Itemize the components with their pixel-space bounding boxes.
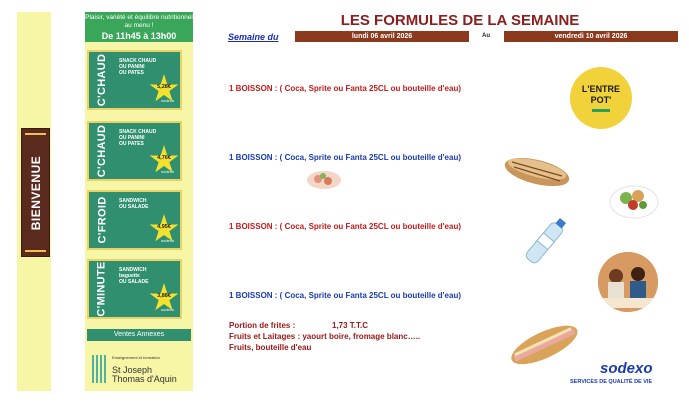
- school-logo: [92, 355, 192, 383]
- bienvenue-bar-top: [25, 133, 46, 135]
- page-title: LES FORMULES DE LA SEMAINE: [340, 12, 580, 29]
- salad-bowl-image: [608, 178, 660, 220]
- date-end: vendredi 10 avril 2026: [504, 31, 678, 42]
- drink-row-4: 1 BOISSON : ( Coca, Sprite ou Fanta 25CL ou bouteille d'eau): [229, 291, 462, 300]
- formula-card-chaud-2: [87, 121, 182, 181]
- card-price: 4,95€: [157, 224, 171, 230]
- card-name: C'MINUTE: [96, 261, 108, 317]
- bienvenue-sign: [21, 128, 50, 257]
- date-separator: Au: [482, 33, 490, 39]
- menu-hours: De 11h45 à 13h00: [101, 31, 177, 41]
- card-brand: sodexo: [161, 238, 174, 243]
- card-price: 5,28€: [157, 84, 171, 90]
- formula-card-chaud-1: [87, 50, 182, 110]
- entrepot-logo: L'ENTRE POT': [570, 67, 632, 129]
- water-bottle-image: [520, 212, 570, 272]
- bienvenue-text: BIENVENUE: [28, 155, 43, 230]
- fries-label: Portion de frites :: [229, 321, 296, 330]
- card-name: C'CHAUD: [96, 53, 109, 107]
- formula-card-minute: [87, 259, 182, 319]
- week-label: Semaine du: [228, 32, 279, 42]
- card-name: C'CHAUD: [96, 124, 109, 178]
- panini-image: [502, 152, 572, 190]
- sodexo-tagline: SERVICES DE QUALITÉ DE VIE: [570, 379, 653, 385]
- card-desc: SNACK CHAUD OU PANINI OU PATES: [119, 58, 157, 76]
- drink-row-3: 1 BOISSON : ( Coca, Sprite ou Fanta 25CL ou bouteille d'eau): [229, 222, 462, 231]
- arrow-icon: [592, 109, 610, 112]
- school-name-2: Thomas d'Aquin: [112, 374, 177, 384]
- school-mark-icon: [92, 355, 108, 383]
- menu-header: [85, 12, 193, 42]
- card-desc: SANDWICH OU SALADE: [119, 198, 149, 210]
- drink-row-2: 1 BOISSON : ( Coca, Sprite ou Fanta 25CL ou bouteille d'eau): [229, 153, 462, 162]
- card-desc: SANDWICH baguette OU SALADE: [119, 267, 149, 285]
- drink-row-1: 1 BOISSON : ( Coca, Sprite ou Fanta 25CL ou bouteille d'eau): [229, 84, 462, 93]
- school-name-1: St Joseph: [112, 365, 153, 375]
- salad-image-small: [305, 168, 343, 190]
- card-brand: sodexo: [161, 307, 174, 312]
- card-price: 4,76€: [157, 155, 171, 161]
- card-name: C'FROID: [96, 196, 109, 244]
- sodexo-logo: sodexo: [600, 360, 653, 377]
- bienvenue-bar-bottom: [25, 250, 46, 252]
- fruits-line: Fruits, bouteille d'eau: [229, 343, 312, 352]
- card-price: 3,88€: [157, 293, 171, 299]
- date-start: lundi 06 avril 2026: [295, 31, 469, 42]
- fries-price: 1,73 T.T.C: [332, 321, 369, 330]
- school-tagline: Enseignement et formation: [112, 355, 160, 360]
- baguette-sandwich-image: [505, 315, 583, 373]
- people-photo: [598, 252, 658, 312]
- menu-tagline: Plaisir, variété et équilibre nutritionnel au menu !: [85, 14, 193, 29]
- dairy-line: Fruits et Laitages : yaourt boire, fromage blanc…..: [229, 332, 421, 341]
- card-desc: SNACK CHAUD OU PANINI OU PATES: [119, 129, 157, 147]
- card-brand: sodexo: [161, 98, 174, 103]
- formula-card-froid: [87, 190, 182, 250]
- card-brand: sodexo: [161, 169, 174, 174]
- annex-sales-label: Ventes Annexes: [87, 329, 191, 341]
